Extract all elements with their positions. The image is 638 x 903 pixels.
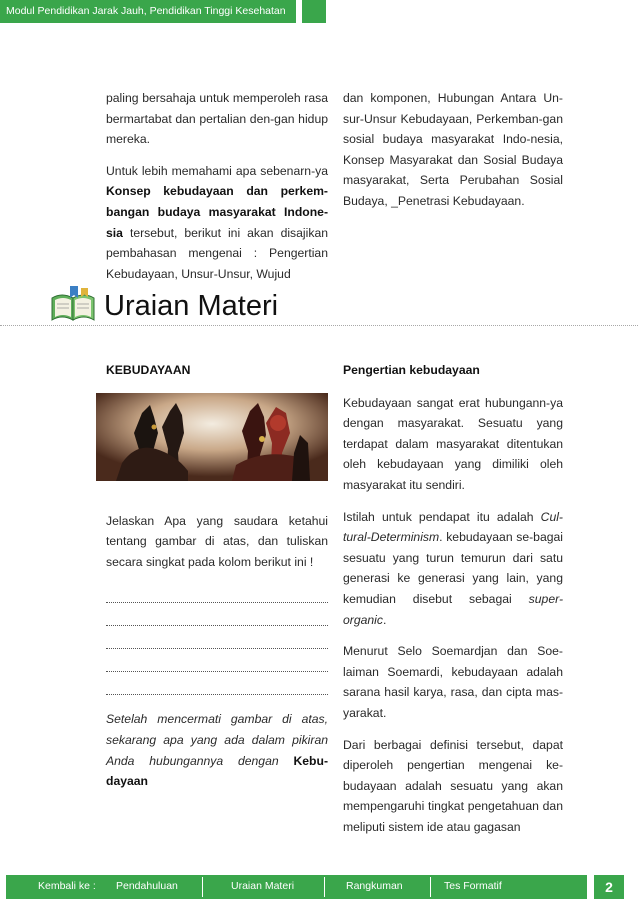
paragraph (106, 161, 328, 285)
header-tab (302, 0, 326, 23)
paragraph: Kebudayaan sangat erat hubungann-ya dengan masyarakat. Sesuatu yang terdapat dalam masyarakat ditentukan oleh kebudayaan yang dimiliki oleh masyarakat itu sendiri. (343, 395, 563, 492)
paragraph (343, 507, 563, 631)
subheading: Pengertian kebudayaan (343, 363, 480, 377)
section-title: Uraian Materi (104, 290, 279, 322)
answer-line-1[interactable] (106, 583, 328, 603)
answer-line-2[interactable] (106, 606, 328, 626)
text-run: . kebudayaan se-bagai sesuatu yang turun temurun dari satu generasi ke generasi yang lain, yang kemudian disebut sebagai (343, 530, 563, 606)
nav-uraian-materi[interactable]: Uraian Materi (231, 880, 295, 892)
closing-block (106, 709, 328, 791)
question-text: Jelaskan Apa yang saudara ketahui tentang gambar di atas, dan tuliskan secara singkat pada kolom berikut ini ! (106, 513, 328, 569)
nav-separator (430, 877, 431, 897)
paragraph: dan komponen, Hubungan Antara Un-sur-Unsur Kebudayaan, Perkemban-gan sosial budaya masyarakat Indo-nesia, Konsep Masyarakat dan Sosial Budaya masyarakat, Serta Perubahan Sosial Budaya, _Penetrasi Kebudayaan. (343, 91, 563, 208)
main-right-column (343, 360, 563, 848)
italic-text: Cul-tural-Determinism (343, 509, 563, 545)
answer-line-4[interactable] (106, 652, 328, 672)
text-run: Istilah untuk pendapat itu adalah (343, 509, 541, 524)
page-number: 2 (594, 875, 624, 899)
section-heading (48, 284, 638, 326)
text-run: Untuk lebih memahami apa sebenarn-ya (106, 163, 328, 178)
closing-text (106, 709, 328, 791)
nav-rangkuman[interactable]: Rangkuman (346, 880, 403, 892)
text-run: Setelah mencermati gambar di atas, sekarang apa yang ada dalam pikiran Anda hubungannya dengan (106, 712, 328, 768)
main-left-column (106, 360, 328, 803)
header-bar (0, 0, 296, 23)
answer-line-5[interactable] (106, 675, 328, 695)
nav-tes-formatif[interactable]: Tes Formatif (444, 880, 502, 892)
answer-area (106, 583, 328, 695)
wayang-image (96, 393, 328, 481)
text-run: . (382, 612, 387, 627)
italic-text: super-organic (343, 591, 563, 627)
subheading: KEBUDAYAAN (106, 363, 191, 377)
back-label: Kembali ke : (38, 880, 96, 892)
footer-nav-bar (6, 875, 587, 899)
answer-line-3[interactable] (106, 629, 328, 649)
nav-separator (202, 877, 203, 897)
bold-text: Konsep kebudayaan dan perkem-bangan budaya masyarakat Indone-sia (106, 184, 328, 240)
nav-pendahuluan[interactable]: Pendahuluan (116, 880, 178, 892)
bold-text: Kebu-dayaan (106, 753, 328, 789)
header-title: Modul Pendidikan Jarak Jauh, Pendidikan Tinggi Kesehatan (6, 5, 286, 17)
footer-nav (0, 875, 638, 903)
top-right-column (343, 88, 563, 223)
top-left-column (106, 88, 328, 295)
section-divider (0, 325, 638, 326)
paragraph: paling bersahaja untuk memperoleh rasa bermartabat dan pertalian den-gan hidup mereka. (106, 91, 328, 147)
paragraph: Menurut Selo Soemardjan dan Soe-laiman Soemardi, kebudayaan adalah sarana hasil karya, rasa, dan cipta mas-yarakat. (343, 644, 563, 720)
nav-separator (324, 877, 325, 897)
text-run: tersebut, berikut ini akan disajikan pembahasan mengenai : Pengertian Kebudayaan, Unsur-Unsur, Wujud (106, 225, 328, 281)
paragraph: Dari berbagai definisi tersebut, dapat diperoleh pengertian mengenai ke-budayaan adalah sesuatu yang akan mempengaruhi tingkat pengetahuan dan meliputi sistem ide atau gagasan (343, 737, 563, 834)
open-book-icon (48, 284, 98, 324)
